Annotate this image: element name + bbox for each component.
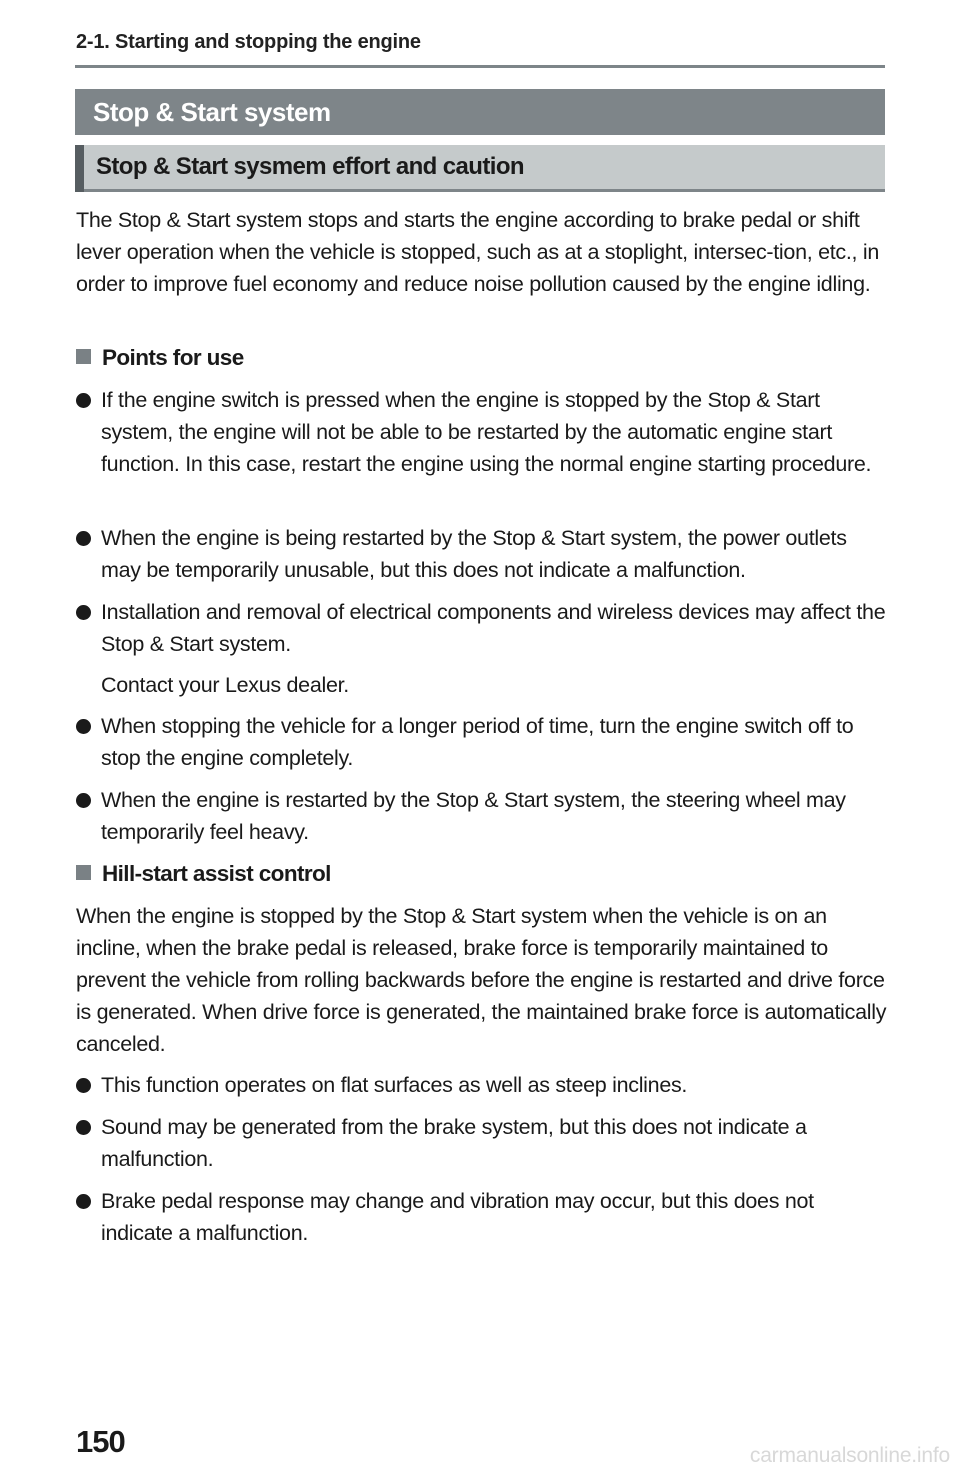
breadcrumb: 2-1. Starting and stopping the engine bbox=[76, 31, 421, 53]
contact-note bbox=[76, 669, 888, 701]
subsection-accent bbox=[75, 145, 84, 192]
hill-start-heading-text: Hill-start assist control bbox=[102, 861, 331, 886]
section-title-bar bbox=[75, 89, 885, 135]
subsection-title: Stop & Start sysmem effort and caution bbox=[96, 153, 524, 180]
bullet-dot-icon bbox=[76, 1120, 91, 1135]
list-item bbox=[76, 710, 888, 774]
list-item-text: Sound may be generated from the brake system, but this does not indicate a malfunction. bbox=[101, 1115, 807, 1171]
list-item bbox=[76, 1111, 888, 1175]
bullet-dot-icon bbox=[76, 1078, 91, 1093]
watermark: carmanualsonline.info bbox=[749, 1444, 950, 1467]
list-item bbox=[76, 1185, 888, 1249]
list-item-text: When stopping the vehicle for a longer period of time, turn the engine switch off to stop the engine completely. bbox=[101, 714, 854, 770]
bullet-dot-icon bbox=[76, 531, 91, 546]
hill-start-heading bbox=[76, 858, 331, 890]
page-number: 150 bbox=[76, 1424, 125, 1459]
list-item bbox=[76, 522, 888, 586]
bullet-dot-icon bbox=[76, 393, 91, 408]
list-item-text: When the engine is being restarted by the Stop & Start system, the power outlets may be temporarily unusable, but this does not indicate a malfunction. bbox=[101, 526, 847, 582]
header-divider bbox=[75, 65, 885, 68]
hill-start-paragraph: When the engine is stopped by the Stop & Start system when the vehicle is on an incline, when the brake pedal is released, brake force is temporarily maintained to prevent the vehicle from rolling backwards before the engine is restarted and drive force is generated. When drive force is generated, the maintained brake force is automatically canceled. bbox=[76, 904, 887, 1056]
bullet-dot-icon bbox=[76, 605, 91, 620]
list-item-text: Brake pedal response may change and vibration may occur, but this does not indicate a malfunction. bbox=[101, 1189, 814, 1245]
bullet-dot-icon bbox=[76, 719, 91, 734]
list-item bbox=[76, 596, 888, 660]
contact-note-text: Contact your Lexus dealer. bbox=[101, 673, 349, 697]
bullet-dot-icon bbox=[76, 793, 91, 808]
square-bullet-icon bbox=[76, 865, 91, 880]
list-item-text: Installation and removal of electrical components and wireless devices may affect the Stop & Start system. bbox=[101, 600, 886, 656]
list-item-text: If the engine switch is pressed when the engine is stopped by the Stop & Start system, the engine will not be able to be restarted by the automatic engine start function. In this case, restart the engine using the normal engine starting procedure. bbox=[101, 388, 872, 476]
list-item bbox=[76, 1069, 888, 1101]
points-heading-text: Points for use bbox=[102, 345, 244, 370]
intro-paragraph: The Stop & Start system stops and starts the engine according to brake pedal or shift lever operation when the vehicle is stopped, such as at a stoplight, intersec-tion, etc., in order to improve fuel economy and reduce noise pollution caused by the engine idling. bbox=[76, 208, 880, 296]
list-item-text: This function operates on flat surfaces as well as steep inclines. bbox=[101, 1073, 688, 1097]
list-item-text: When the engine is restarted by the Stop & Start system, the steering wheel may temporarily feel heavy. bbox=[101, 788, 846, 844]
list-item bbox=[76, 784, 888, 848]
list-item bbox=[76, 384, 888, 480]
square-bullet-icon bbox=[76, 349, 91, 364]
subsection-title-bar bbox=[75, 145, 885, 192]
section-title: Stop & Start system bbox=[93, 97, 331, 127]
bullet-dot-icon bbox=[76, 1194, 91, 1209]
points-heading bbox=[76, 342, 244, 374]
